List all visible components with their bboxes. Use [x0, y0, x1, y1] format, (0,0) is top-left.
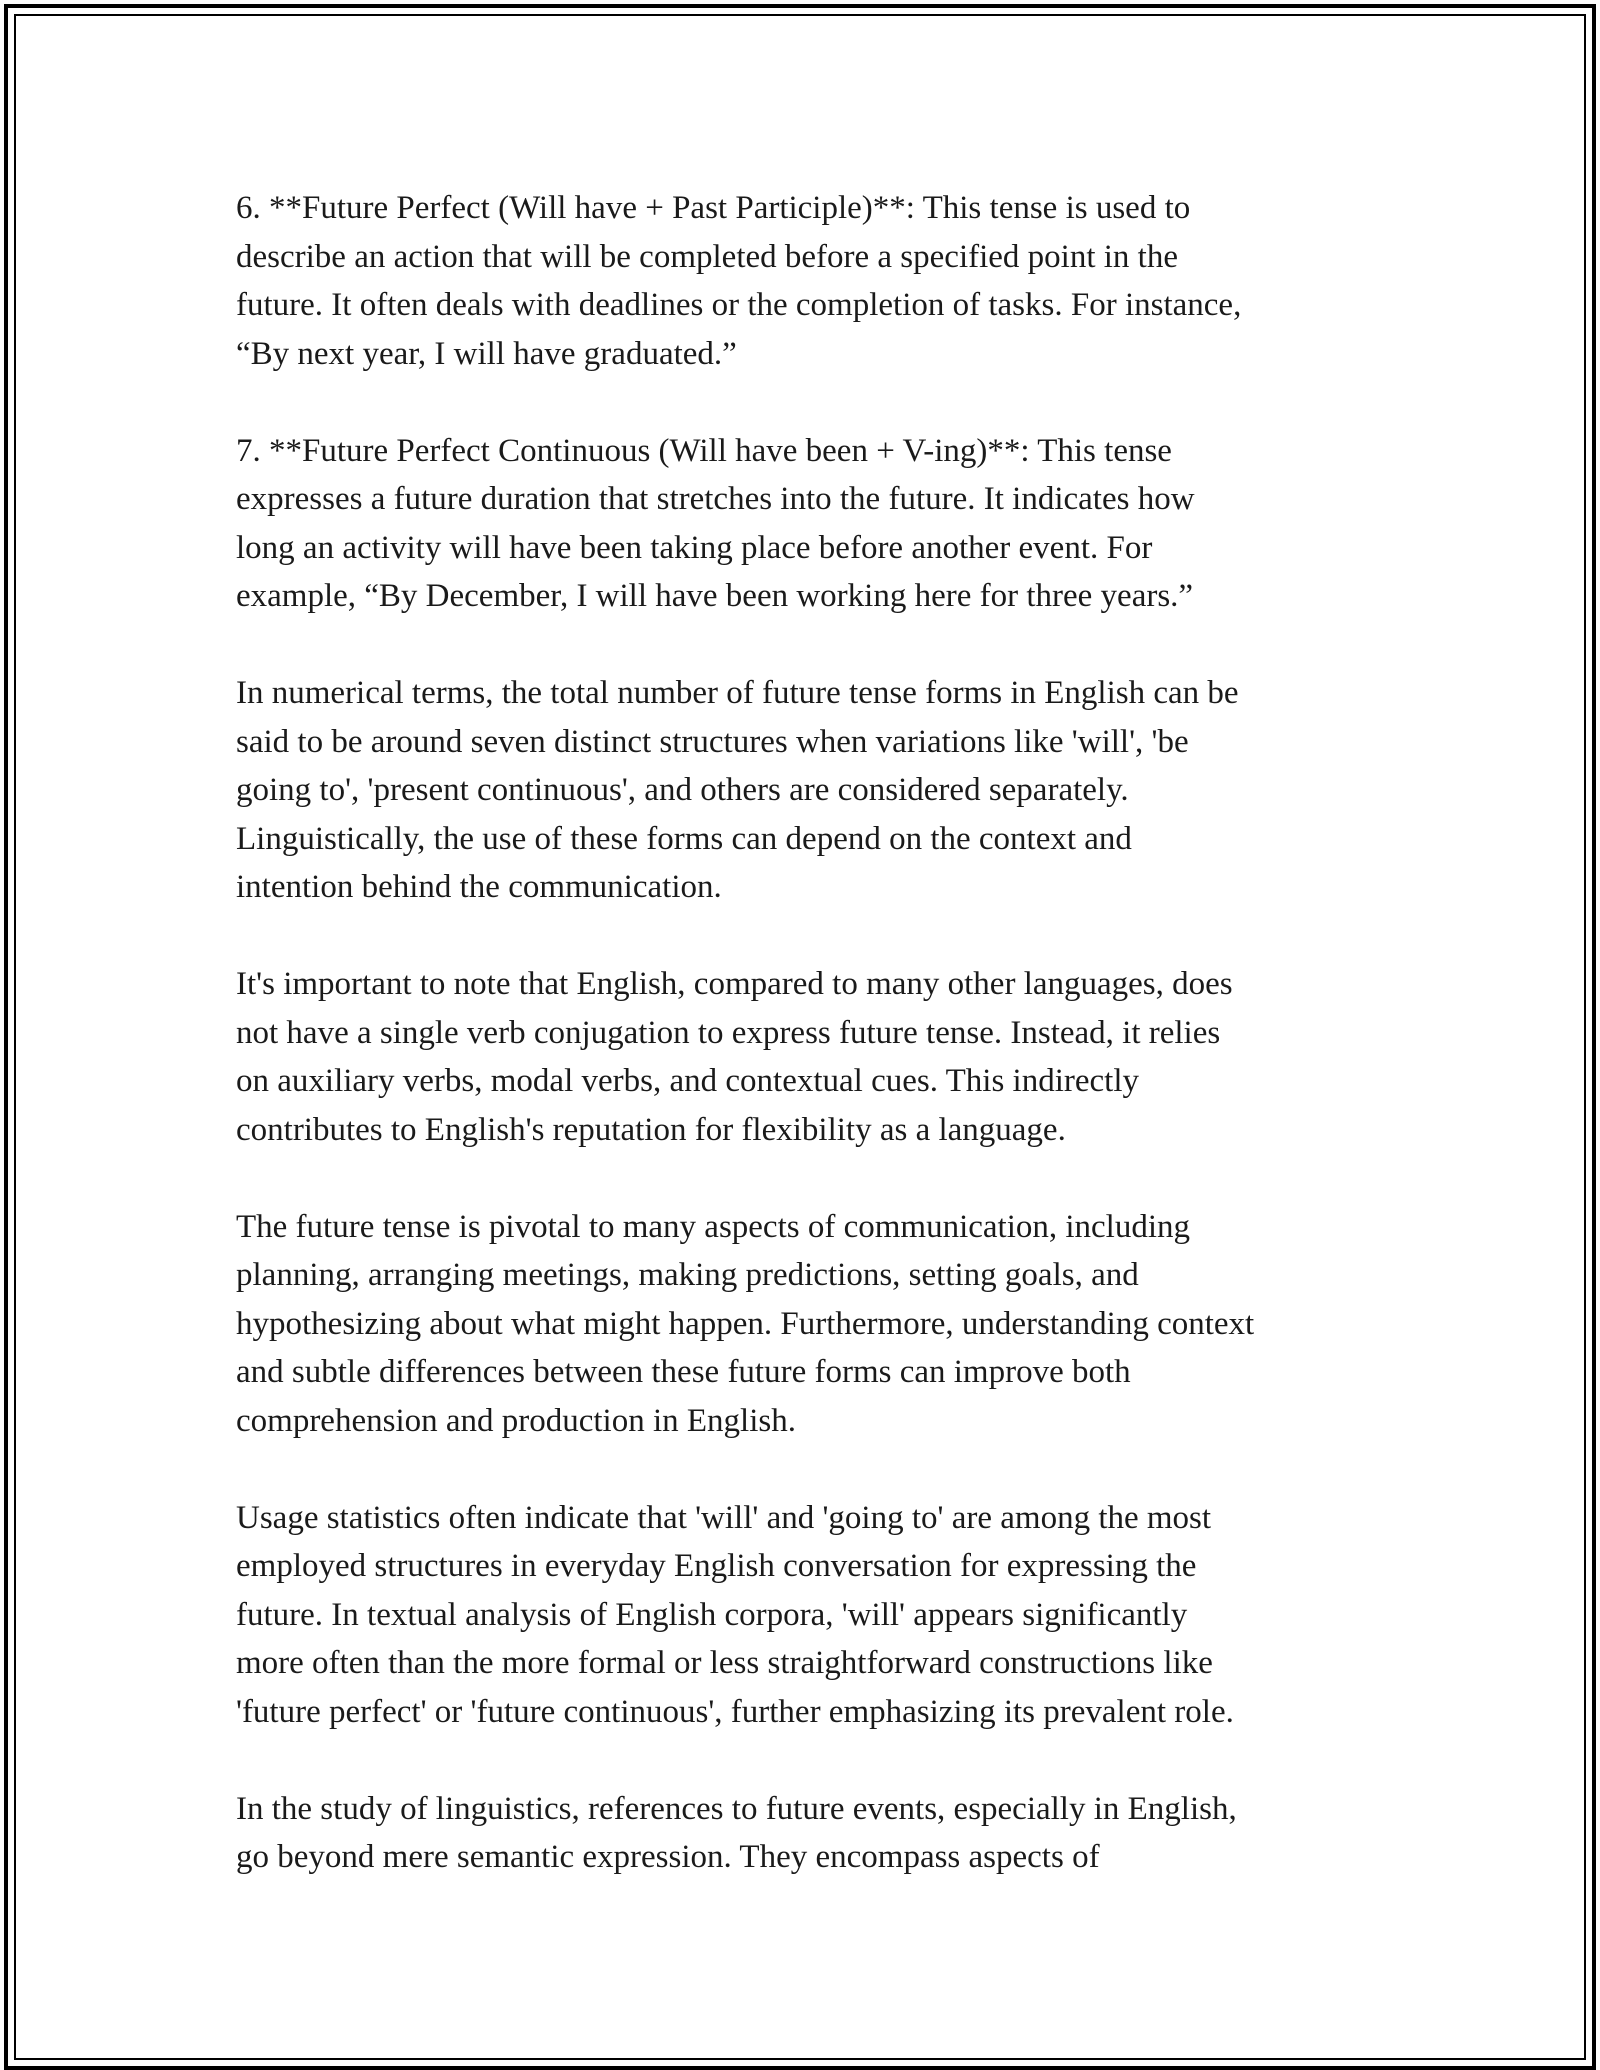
paragraph-communication: The future tense is pivotal to many aspects of communication, including planning, arranging meetings, making predictions, setting goals, and hypothesizing about what might happen. Furthermore, understanding context and subtle differences between these future forms can improve both comprehension and production in English. [236, 1208, 1255, 1439]
paragraph-usage-statistics: Usage statistics often indicate that 'will' and 'going to' are among the most employed structures in everyday English conversation for expressing the future. In textual analysis of English corpora, 'will' appears significantly more often than the more formal or less straightforward constructions like 'future perfect' or 'future continuous', further emphasizing its prevalent role. [236, 1499, 1234, 1730]
paragraph-numerical-terms: In numerical terms, the total number of future tense forms in English can be said to be around seven distinct structures when variations like 'will', 'be going to', 'present continuous', and others are considered separately. Linguistically, the use of these forms can depend on the context and intention behind the communication. [236, 675, 1239, 905]
paragraph-future-perfect: 6. **Future Perfect (Will have + Past Participle)**: This tense is used to describe an action that will be completed before a specified point in the future. It often deals with deadlines or the completion of tasks. For instance, “By next year, I will have graduated.” [236, 190, 1242, 372]
paragraph-linguistics: In the study of linguistics, references to future events, especially in English, go beyond mere semantic expression. They encompass aspects of [236, 1790, 1237, 1875]
document-body [236, 184, 1386, 1930]
paragraph-future-perfect-continuous: 7. **Future Perfect Continuous (Will have been + V-ing)**: This tense expresses a future duration that stretches into the future. It indicates how long an activity will have been taking place before another event. For example, “By December, I will have been working here for three years.” [236, 432, 1195, 614]
paragraph-verb-conjugation: It's important to note that English, compared to many other languages, does not have a single verb conjugation to express future tense. Instead, it relies on auxiliary verbs, modal verbs, and contextual cues. This indirectly contributes to English's reputation for flexibility as a language. [236, 966, 1233, 1148]
